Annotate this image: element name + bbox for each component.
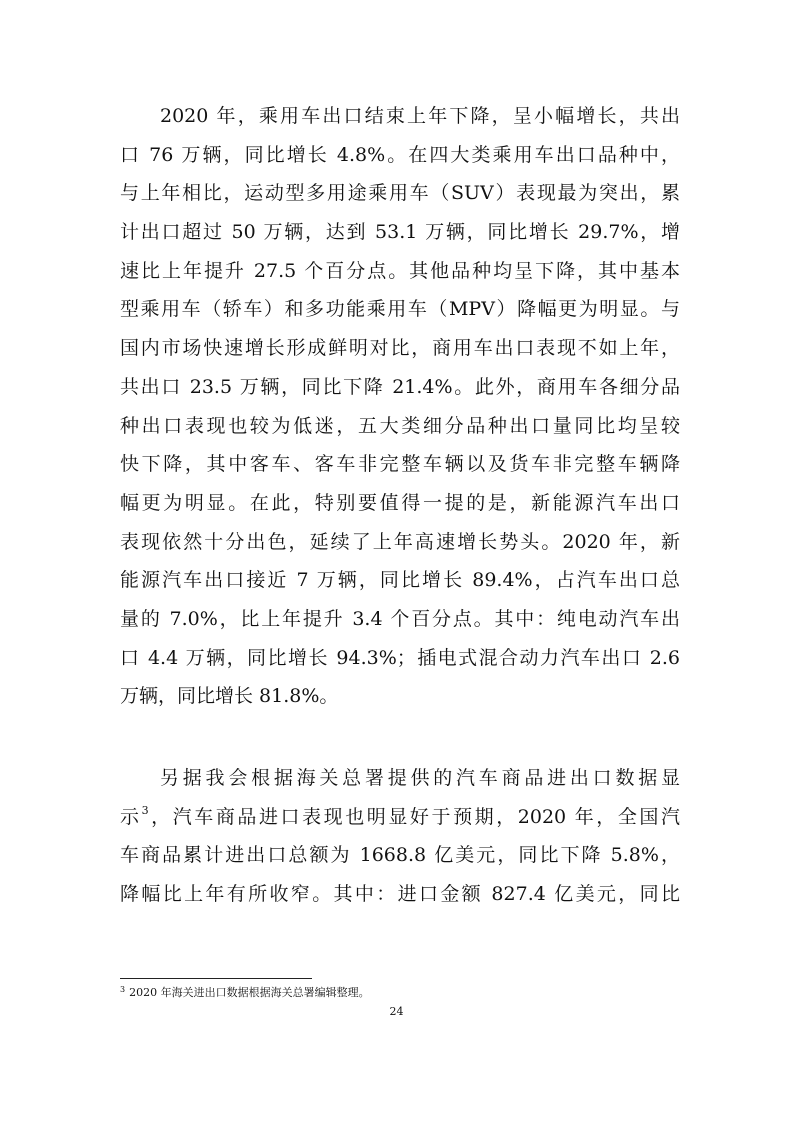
text-line: 与上年相比，运动型多用途乘用车（SUV）表现最为突出，累 — [120, 182, 680, 205]
text-line: 共出口 23.5 万辆，同比下降 21.4%。此外，商用车各细分品 — [120, 375, 680, 398]
text-line: 快下降，其中客车、客车非完整车辆以及货车非完整车辆降 — [120, 453, 680, 476]
text-line: 速比上年提升 27.5 个百分点。其他品种均呈下降，其中基本 — [120, 259, 680, 282]
text-line: 2020 年，乘用车出口结束上年下降，呈小幅增长，共出 — [160, 105, 680, 127]
text-line: 表现依然十分出色，延续了上年高速增长势头。2020 年，新 — [120, 530, 680, 553]
text-line: 计出口超过 50 万辆，达到 53.1 万辆，同比增长 29.7%，增 — [120, 221, 680, 244]
text-line: 国内市场快速增长形成鲜明对比，商用车出口表现不如上年， — [120, 337, 680, 360]
paragraph-trade-totals — [120, 759, 680, 914]
text-line: 口 4.4 万辆，同比增长 94.3%；插电式混合动力汽车出口 2.6 — [120, 646, 680, 669]
footnote-separator — [120, 978, 312, 979]
text-line: 降幅比上年有所收窄。其中：进口金额 827.4 亿美元，同比 — [120, 883, 680, 906]
paragraph-export-summary — [120, 97, 680, 716]
text-line-with-footnote-ref — [120, 798, 680, 837]
text-line: 车商品累计进出口总额为 1668.8 亿美元，同比下降 5.8%， — [120, 844, 680, 867]
text-line: 幅更为明显。在此，特别要值得一提的是，新能源汽车出口 — [120, 491, 680, 514]
text-line: 能源汽车出口接近 7 万辆，同比增长 89.4%，占汽车出口总 — [120, 569, 680, 592]
footnote-marker: 3 — [120, 985, 126, 994]
text-fragment: ，汽车商品进口表现也明显好于预期，2020 年，全国汽 — [148, 805, 680, 828]
text-fragment: 示 — [120, 805, 142, 828]
text-line: 口 76 万辆，同比增长 4.8%。在四大类乘用车出口品种中， — [120, 143, 680, 166]
page-number: 24 — [389, 1005, 404, 1018]
text-line: 另据我会根据海关总署提供的汽车商品进出口数据显 — [160, 767, 680, 789]
text-line: 型乘用车（轿车）和多功能乘用车（MPV）降幅更为明显。与 — [120, 298, 680, 321]
footnote-text: 2020 年海关进出口数据根据海关总署编辑整理。 — [129, 986, 370, 999]
text-line: 万辆，同比增长 81.8%。 — [120, 685, 339, 708]
text-line: 种出口表现也较为低迷，五大类细分品种出口量同比均呈较 — [120, 414, 680, 437]
footnote-reference[interactable]: 3 — [141, 803, 149, 817]
text-line: 量的 7.0%，比上年提升 3.4 个百分点。其中：纯电动汽车出 — [120, 607, 680, 630]
footnote — [120, 985, 370, 1001]
